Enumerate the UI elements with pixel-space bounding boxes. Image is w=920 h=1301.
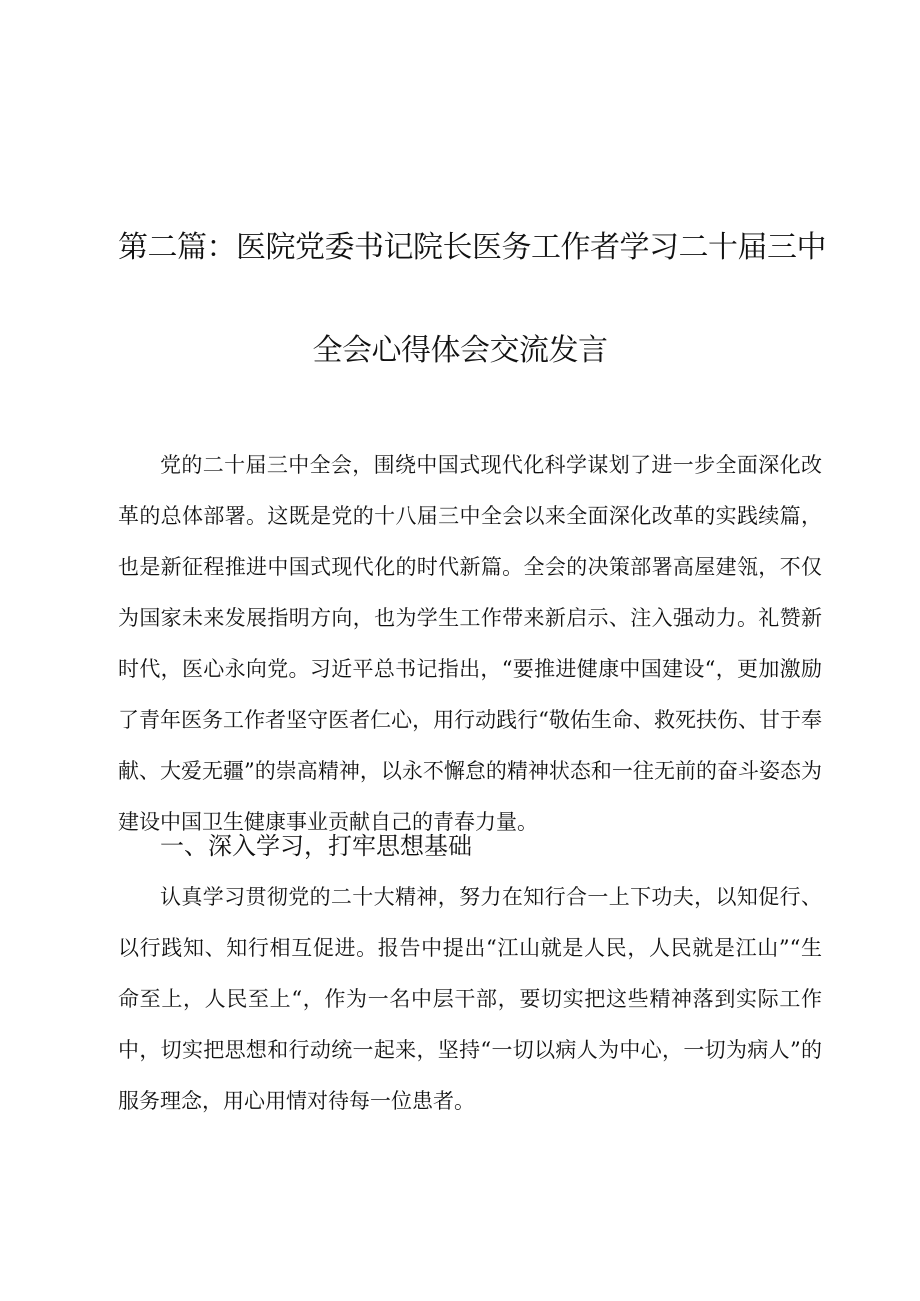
document-title-line-2: 全会心得体会交流发言 [312,333,608,368]
document-title-line-1: 第二篇：医院党委书记院长医务工作者学习二十届三中 [118,230,826,265]
body-paragraph-1: 党的二十届三中全会，围绕中国式现代化科学谋划了进一步全面深化改革的总体部署。这既是党的十八届三中全会以来全面深化改革的实践续篇，也是新征程推进中国式现代化的时代新篇。全会的决策部署高屋建瓴，不仅为国家未来发展指明方向，也为学生工作带来新启示、注入强动力。礼赞新时代，医心永向党。习近平总书记指出，“要推进健康中国建设“，更加激励了青年医务工作者坚守医者仁心，用行动践行“敬佑生命、救死扶伤、甘于奉献、大爱无疆”的崇高精神，以永不懈怠的精神状态和一往无前的奋斗姿态为建设中国卫生健康事业贡献自己的青春力量。 [118,453,822,834]
body-paragraph-2: 认真学习贯彻党的二十大精神，努力在知行合一上下功夫，以知促行、以行践知、知行相互促进。报告中提出“江山就是人民，人民就是江山”“生命至上，人民至上“，作为一名中层干部，要切实把这些精神落到实际工作中，切实把思想和行动统一起来，坚持“一切以病人为中心，一切为病人”的服务理念，用心用情对待每一位患者。 [118,885,822,1113]
section-heading-1: 一、深入学习，打牢思想基础 [160,832,472,860]
